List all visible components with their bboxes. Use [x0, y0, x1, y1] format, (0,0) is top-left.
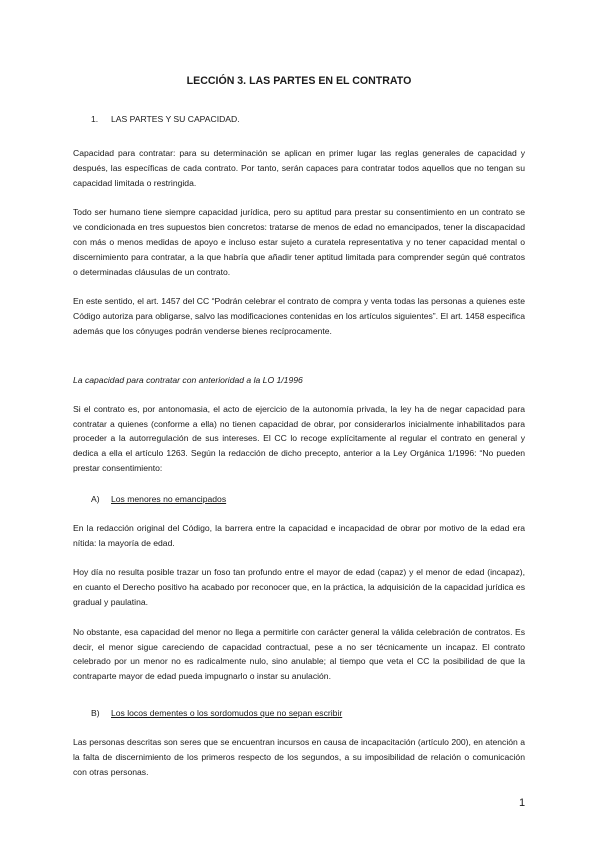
page-number: 1 — [519, 797, 526, 809]
subsection-a-heading — [91, 492, 525, 506]
subsection-b-letter: B) — [91, 707, 100, 718]
paragraph-hoy-dia: Hoy día no resulta posible trazar un foso tan profundo entre el mayor de edad (capaz) y el menor de edad (incapaz), en cuanto el Derecho positivo ha acabado por reconocer que, en la práctica, la adquisición de la capacidad jurídica es gradual y paulatina. — [73, 567, 525, 607]
section-heading-text: LAS PARTES Y SU CAPACIDAD. — [111, 114, 240, 124]
section-heading — [91, 112, 525, 126]
lesson-title: LECCIÓN 3. LAS PARTES EN EL CONTRATO — [186, 75, 412, 87]
section-number: 1. — [91, 114, 99, 124]
page-content — [73, 66, 525, 779]
paragraph-art-1457: En este sentido, el art. 1457 del CC “Podrán celebrar el contrato de compra y venta todas las personas a quienes este Código autoriza para obligarse, salvo las modificaciones contenidas en los artículos siguientes”. El art. 1458 especifica además que los cónyuges podrán venderse bienes recíprocamente. — [73, 296, 525, 336]
paragraph-capacidad: Capacidad para contratar: para su determinación se aplican en primer lugar las reglas generales de capacidad y después, las específicas de cada contrato. Por tanto, serán capaces para contratar todos aquellos que no tengan su capacidad limitada o restringida. — [73, 148, 525, 188]
paragraph-redaccion-original: En la redacción original del Código, la barrera entre la capacidad e incapacidad de obrar por motivo de la edad era nítida: la mayoría de edad. — [73, 522, 525, 548]
paragraph-personas-descritas: Las personas descritas son seres que se encuentran incursos en causa de incapacitación (artículo 200), en atención a la falta de discernimiento de los primeros respecto de los segundos, a su imposibilidad de relación o comunicación con otras personas. — [73, 736, 525, 777]
paragraph-no-obstante: No obstante, esa capacidad del menor no llega a permitirle con carácter general la válida celebración de contratos. Es decir, el menor sigue careciendo de capacidad contractual, pese a no ser técnicamente un incapaz. El contrato celebrado por un menor no es radicalmente nulo, sino anulable; al tiempo que veta el CC la posibilidad de que la contraparte mayor de edad pueda impugnarlo o instar su anulación. — [73, 626, 525, 682]
subsection-b-text: Los locos dementes o los sordomudos que no sepan escribir — [111, 707, 343, 718]
italic-subheading: La capacidad para contratar con anterioridad a la LO 1/1996 — [73, 374, 303, 385]
subsection-a-letter: A) — [91, 493, 100, 504]
paragraph-contrato-autonomia: Si el contrato es, por antonomasia, el acto de ejercicio de la autonomía privada, la ley ha de negar capacidad para contratar a quienes (conforme a ella) no tienen capacidad de obrar, por considerarlos inicialmente inhabilitados para proceder a la autorregulación de sus intereses. El CC lo recoge explícitamente al regular el contrato en general y dedica a ella el artículo 1263. Según la redacción de dicho precepto, anterior a la Ley Orgánica 1/1996: “No pueden prestar consentimiento: — [73, 403, 525, 473]
subsection-a-text: Los menores no emancipados — [111, 493, 227, 504]
paragraph-ser-humano: Todo ser humano tiene siempre capacidad jurídica, pero su aptitud para prestar su consentimiento en un contrato se ve condicionada en tres supuestos bien concretos: tratarse de menos de edad no emancipados, tener la discapacidad con más o menos medidas de apoyo e incluso estar sujeto a curatela representativa y no tener capacidad mental o discernimiento para contratar, a la que habría que añadir tener aptitud limitada para comprender según qué contratos o determinadas cláusulas de un contrato. — [73, 207, 525, 277]
subsection-b-heading — [91, 706, 525, 720]
